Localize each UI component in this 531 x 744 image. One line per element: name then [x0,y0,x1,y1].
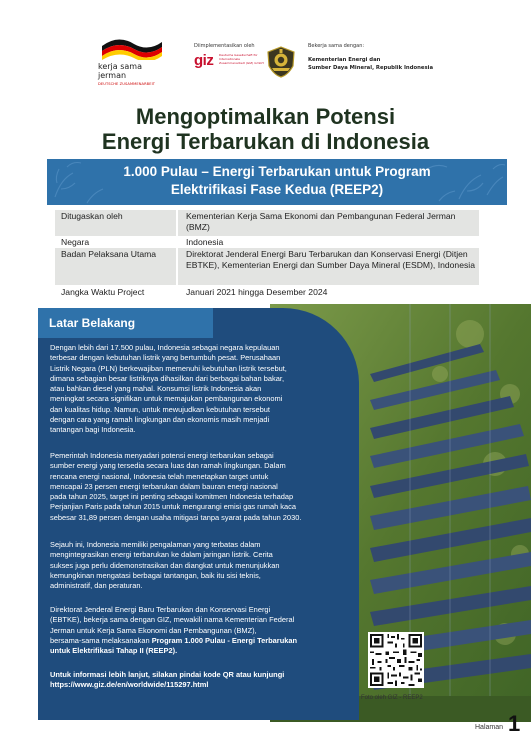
page-label: Halaman [475,724,504,731]
info-row-country [55,236,479,248]
info-label: Ditugaskan oleh [61,211,123,221]
page-title-line2: Energi Terbarukan di Indonesia [101,129,430,154]
paragraph-4: Direktorat Jenderal Energi Baru Terbarukan dan Konservasi Energi (EBTKE), bekerja sama dengan GIZ, mewakili nama Kementerian Federal Jerman untuk Kerja Sama Ekonomi dan Pembangunan (BMZ), bersama-sama melaksanakan Program 1.000 Pulau - Energi Terbarukan untuk Elektrifikasi Tahap II (REEP2). [50,605,298,656]
giz-project-link[interactable]: https://www.giz.de/en/worldwide/115297.html [50,680,209,690]
info-value: Januari 2021 hingga Desember 2024 [186,287,328,297]
background-section [38,308,359,720]
giz-logo: giz [194,52,214,69]
logo-text-jerman: jerman [98,71,127,80]
info-label: Badan Pelaksana Utama [61,249,157,259]
implemented-by-label: Diimplementasikan oleh [194,43,255,49]
page-title-line1: Mengoptimalkan Potensi [135,104,396,129]
banner-line2: Elektrifikasi Fase Kedua (REEP2) [170,182,384,197]
logo-text-kerja-sama: kerja sama [98,62,142,71]
program-name-bold-2: untuk Elektrifikasi Tahap II (REEP2). [50,646,178,656]
paragraph-1: Dengan lebih dari 17.500 pulau, Indonesia sebagai negara kepulauan terbesar dengan kebutuhan listrik yang bertumbuh pesat. Perusahaan Listrik Negara (PLN) berkewajiban memenuhi kebutuhan listrik tersebut, dimana sebagian besar listriknya dihasilkan dari berbagai bahan bakar, atau bahkan diesel yang mahal. Konsumsi listrik Indonesia akan meningkat secara signifikan untuk memajukan pembangunan ekonomi dan kualitas hidup. Namun, untuk mewujudkan kebutuhan tersebut dengan cara yang ramah lingkungan dan ekonomis masih menjadi tantangan bagi Indonesia. [50,343,287,435]
section-title: Latar Belakang [49,316,136,330]
banner-line1: 1.000 Pulau – Energi Terbarukan untuk Program [123,164,431,179]
cooperation-label: Bekerja sama dengan: [308,43,365,49]
giz-subtitle: Deutsche Gesellschaft für Internationale Zusammenarbeit (GIZ) GmbH [219,53,264,65]
cooperation-name-line2: Sumber Daya Mineral, Republik Indonesia [308,65,434,71]
info-label: Negara [61,237,90,247]
info-value: Kementerian Kerja Sama Ekonomi dan Pembangunan Federal Jerman (BMZ) [186,211,456,232]
info-value: Direktorat Jenderal Energi Baru Terbarukan dan Konservasi Energi (Ditjen EBTKE), Kementerian Energi dan Sumber Daya Mineral (ESDM), Indonesia [186,249,475,270]
info-row-executing-agency [55,248,479,285]
program-name-bold: Program 1.000 Pulau - Energi Terbarukan [151,635,298,645]
qr-code[interactable] [368,632,424,688]
paragraph-3: Sejauh ini, Indonesia memiliki pengalaman yang terbatas dalam mengintegrasikan energi terbarukan ke dalam jaringan listrik. Cerita sukses juga perlu didemonstrasikan dan diangkat untuk menunjukkan kemungkinan mengatasi berbagai tantangan, baik itu sisi teknis, administratif, dan peraturan. [50,540,280,591]
logo-text-deutsche: DEUTSCHE ZUSAMMENARBEIT [98,82,156,86]
info-label: Jangka Waktu Project [61,287,145,297]
photo-credit: Foto oleh GIZ - REEP2 [361,695,423,701]
kerja-sama-jerman-logo [96,36,174,94]
cooperation-name-line1: Kementerian Energi dan [308,57,381,63]
info-value: Indonesia [186,237,224,247]
german-flag-icon [100,36,164,60]
esdm-emblem-icon [266,46,296,78]
info-row-duration [55,286,479,298]
section-header [38,308,213,338]
paragraph-5: Untuk informasi lebih lanjut, silakan pindai kode QR atau kunjungi https://www.giz.de/en/worldwide/115297.html [50,670,359,691]
page-number: 1 [508,711,521,736]
program-banner [47,159,507,205]
info-row-commissioned [55,210,479,236]
paragraph-2: Pemerintah Indonesia menyadari potensi energi terbarukan sebagai sumber energi yang tersedia secara luas dan ramah lingkungan. Dalam rencana energi nasional, Indonesia telah menetapkan target untuk mencapai 23 persen energi terbarukan dalam bauran energi nasional pada tahun 2025, target ini penting sebagai komitmen Indonesia terhadap Perjanjian Paris pada tahun 2015 untuk mengurangi emisi gas rumah kaca sebesar 31,89 persen dengan usaha mitigasi tanpa syarat pada tahun 2030. [50,451,302,522]
